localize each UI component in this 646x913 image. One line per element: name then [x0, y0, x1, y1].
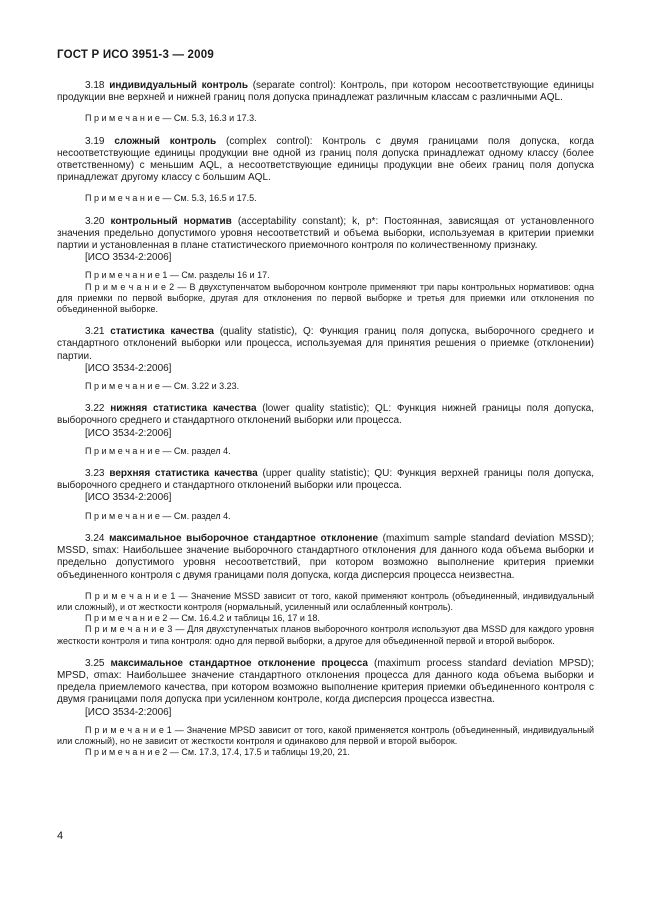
term-number: 3.18 — [85, 80, 105, 91]
note-3-19: П р и м е ч а н и е — См. 5.3, 16.5 и 17.5. — [85, 193, 257, 204]
note3-3-24: П р и м е ч а н и е 3 — Для двухступенчатых планов выборочного контроля используют два MSSD для каждого уровня жесткости контроля и типа контроля: одно для первой выборки, а другое для объединенной первой и второй выборок. — [57, 624, 594, 646]
term-number: 3.19 — [85, 135, 105, 147]
terms-content — [57, 80, 594, 758]
page-number: 4 — [57, 830, 64, 842]
term-title: индивидуальный контроль — [109, 80, 248, 91]
note1-3-24: П р и м е ч а н и е 1 — Значение MSSD зависит от того, какой применяют контроль (объединенный, индивидуальный или сложный), и от жесткости контроля (нормальный, усиленный или ослабленный контроль). — [57, 590, 594, 612]
note2-3-25: П р и м е ч а н и е 2 — См. 17.3, 17.4, 17.5 и таблицы 19,20, 21. — [85, 747, 350, 758]
term-3-20 — [57, 216, 594, 253]
note1-3-25: П р и м е ч а н и е 1 — Значение MPSD зависит от того, какой применяется контроль (объединенный, индивидуальный или сложный), но не зависит от жесткости контроля и одинаково для первой и второй выборок. — [57, 724, 594, 746]
term-title: статистика качества — [110, 326, 214, 338]
term-3-21 — [57, 326, 594, 363]
note1-3-20: П р и м е ч а н и е 1 — См. разделы 16 и 17. — [85, 270, 270, 281]
reference-3-25: [ИСО 3534-2:2006] — [85, 706, 172, 718]
term-3-23 — [57, 468, 594, 492]
term-number: 3.25 — [85, 657, 105, 669]
reference-3-20: [ИСО 3534-2:2006] — [85, 252, 172, 264]
term-definition: (quality statistic), Q: Функция границ поля допуска, выборочного среднего и стандартного отклонений выборки или процесса, используемая для принятия решения о приемке (отклонении) партии. — [57, 326, 595, 362]
term-3-24 — [57, 533, 594, 582]
note2-3-24: П р и м е ч а н и е 2 — См. 16.4.2 и таблицы 16, 17 и 18. — [85, 613, 320, 624]
term-title: контрольный норматив — [110, 215, 232, 227]
note2-3-20: П р и м е ч а н и е 2 — В двухступенчатом выборочном контроле применяют три пары контрольных нормативов: одна для приемки по первой выборке, другая для отклонения по первой выборке и третья для приемки или отклонения по объединенной выборке. — [57, 281, 594, 315]
note-3-22: П р и м е ч а н и е — См. раздел 4. — [85, 445, 231, 456]
note-3-21: П р и м е ч а н и е — См. 3.22 и 3.23. — [85, 381, 240, 392]
term-3-25 — [57, 658, 594, 707]
term-title: максимальное стандартное отклонение процесса — [110, 657, 368, 669]
term-definition: (maximum process standard deviation MPSD); MPSD, σmax: Наибольшее значение стандартного отклонения процесса для данного кода объема выборки и предела приемлемого качества, при котором возможно выполнение критерия приемки объединенного контроля с двумя границами поля допуска при усиленном контроле, когда дисперсия процесса известна. — [57, 657, 594, 706]
term-definition: (maximum sample standard deviation MSSD); MSSD, smax: Наибольшее значение выборочного стандартного отклонения для данного кода объема выборки и предельно допустимого уровня несоответствий, при котором возможно выполнение критерия приемки объединенного контроля с двумя границами поля допуска, когда дисперсия процесса неизвестна. — [57, 532, 594, 581]
term-number: 3.23 — [85, 468, 105, 480]
standard-header: ГОСТ Р ИСО 3951-3 — 2009 — [57, 49, 214, 61]
term-definition: (lower quality statistic); QL: Функция нижней границы поля допуска, выборочного среднего и стандартного отклонений выборки или процесса. — [57, 403, 594, 427]
term-3-19 — [57, 136, 594, 185]
term-definition: (acceptability constant); k, p*: Постоянная, зависящая от установленного значения предельно допустимого уровня несоответствий и объема выборки, используемая в критерии приемки партии и установленная в плане статистического приемочного контроля по количественному признаку. — [57, 215, 594, 252]
term-definition: (upper quality statistic); QU: Функция верхней границы поля допуска, выборочного среднего и стандартного отклонений выборки или процесса. — [57, 468, 594, 492]
term-number: 3.22 — [85, 403, 105, 415]
term-number: 3.21 — [85, 326, 105, 338]
term-number: 3.24 — [85, 532, 105, 544]
term-title: максимальное выборочное стандартное отклонение — [109, 532, 379, 544]
note-3-23: П р и м е ч а н и е — См. раздел 4. — [85, 510, 231, 521]
term-number: 3.20 — [85, 215, 105, 227]
reference-3-21: [ИСО 3534-2:2006] — [85, 362, 172, 374]
term-definition: (complex control): Контроль с двумя границами поля допуска, когда несоответствующие единицы продукции вне одной из границ поля допуска принадлежат одному классу (более ответственному) с меньшим AQL, а несоответствующие единицы продукции вне обеих границ поля допуска принадлежат другому классу с большим AQL. — [57, 135, 594, 184]
reference-3-22: [ИСО 3534-2:2006] — [85, 427, 172, 439]
reference-3-23: [ИСО 3534-2:2006] — [85, 492, 172, 504]
term-title: сложный контроль — [114, 135, 217, 147]
note-3-18: П р и м е ч а н и е — См. 5.3, 16.3 и 17.3. — [85, 113, 257, 124]
term-3-18 — [57, 80, 594, 104]
term-title: верхняя статистика качества — [109, 468, 258, 480]
term-3-22 — [57, 403, 594, 427]
term-title: нижняя статистика качества — [110, 403, 257, 415]
term-definition: (separate control): Контроль, при котором несоответствующие единицы продукции вне верхней и нижней границ поля допуска принадлежат различным классам с различными AQL. — [57, 80, 594, 104]
